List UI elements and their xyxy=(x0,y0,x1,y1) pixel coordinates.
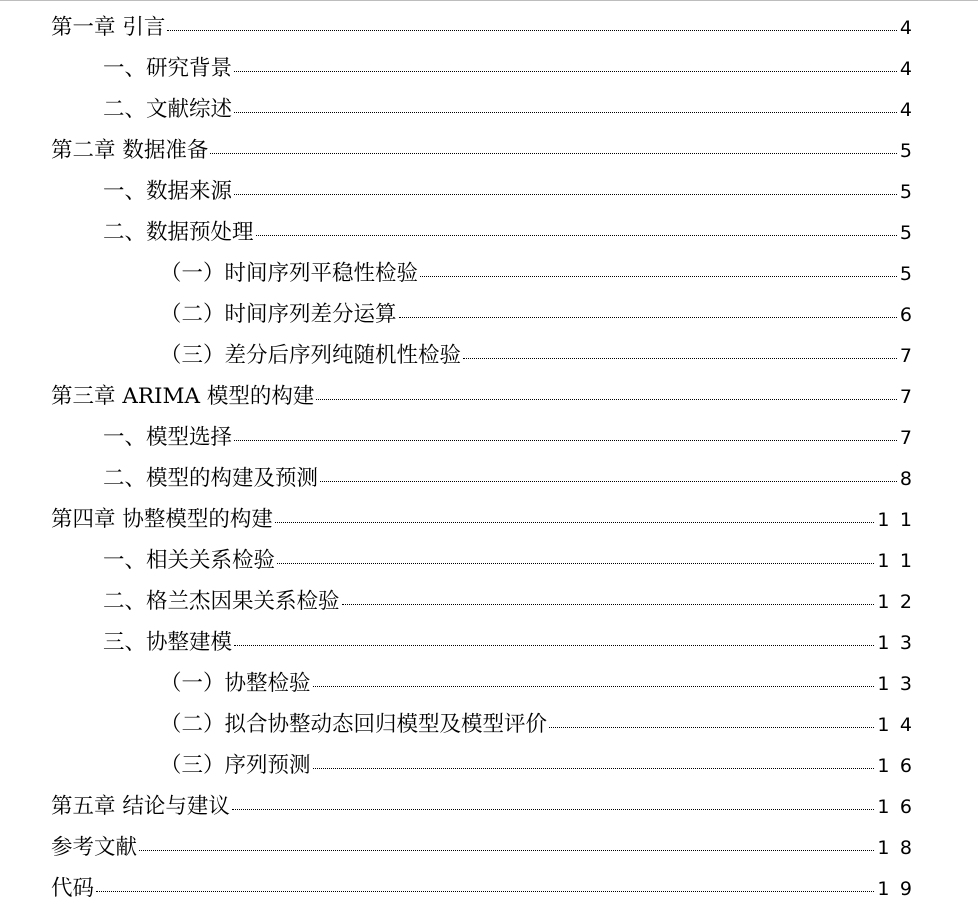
dot-leader xyxy=(549,727,874,728)
toc-entry-page: 7 xyxy=(899,386,923,408)
toc-entry-page: 5 xyxy=(899,222,923,244)
toc-entry-page: 18 xyxy=(877,837,923,859)
toc-entry-title: （二）时间序列差分运算 xyxy=(160,302,397,327)
dot-leader xyxy=(463,358,897,359)
toc-entry-page: 4 xyxy=(899,99,923,121)
toc-entry-title: 二、数据预处理 xyxy=(103,220,254,245)
toc-entry-subsection-2-2-2[interactable] xyxy=(0,294,978,335)
toc-entry-page: 11 xyxy=(877,550,923,572)
dot-leader xyxy=(234,71,897,72)
toc-entry-title: 第三章 ARIMA 模型的构建 xyxy=(51,384,315,409)
toc-entry-subsection-2-2-3[interactable] xyxy=(0,335,978,376)
toc-entry-title: （三）序列预测 xyxy=(160,753,311,778)
toc-entry-section-2-1[interactable] xyxy=(0,171,978,212)
dot-leader xyxy=(96,891,874,892)
toc-entry-section-1-2[interactable] xyxy=(0,89,978,130)
toc-entry-page: 13 xyxy=(877,673,923,695)
toc-entry-title: 一、研究背景 xyxy=(103,56,233,81)
toc-entry-section-4-2[interactable] xyxy=(0,581,978,622)
toc-entry-references[interactable] xyxy=(0,827,978,868)
toc-entry-code[interactable] xyxy=(0,868,978,909)
toc-entry-page: 5 xyxy=(899,181,923,203)
dot-leader xyxy=(256,235,897,236)
toc-entry-title: 一、数据来源 xyxy=(103,179,233,204)
dot-leader xyxy=(139,850,874,851)
toc-entry-title: 第二章 数据准备 xyxy=(51,138,209,163)
dot-leader xyxy=(234,645,874,646)
dot-leader xyxy=(277,563,874,564)
toc-entry-page: 19 xyxy=(877,878,923,900)
table-of-contents xyxy=(0,7,978,909)
dot-leader xyxy=(275,522,875,523)
toc-entry-section-2-2[interactable] xyxy=(0,212,978,253)
toc-entry-title: 二、格兰杰因果关系检验 xyxy=(103,589,340,614)
toc-entry-title: 二、文献综述 xyxy=(103,97,233,122)
toc-entry-chapter-5[interactable] xyxy=(0,786,978,827)
toc-entry-page: 8 xyxy=(899,468,923,490)
toc-entry-chapter-1[interactable] xyxy=(0,7,978,48)
toc-entry-page: 6 xyxy=(899,304,923,326)
dot-leader xyxy=(232,809,875,810)
toc-entry-subsection-4-3-2[interactable] xyxy=(0,704,978,745)
toc-entry-page: 11 xyxy=(877,509,923,531)
toc-entry-chapter-4[interactable] xyxy=(0,499,978,540)
toc-entry-title: 第五章 结论与建议 xyxy=(51,794,230,819)
toc-entry-subsection-4-3-3[interactable] xyxy=(0,745,978,786)
dot-leader xyxy=(234,194,897,195)
toc-entry-subsection-2-2-1[interactable] xyxy=(0,253,978,294)
toc-entry-title: 第四章 协整模型的构建 xyxy=(51,507,273,532)
dot-leader xyxy=(234,112,897,113)
dot-leader xyxy=(342,604,875,605)
toc-entry-page: 16 xyxy=(877,796,923,818)
toc-entry-title: （一）协整检验 xyxy=(160,671,311,696)
toc-entry-section-3-2[interactable] xyxy=(0,458,978,499)
toc-entry-title: 参考文献 xyxy=(51,835,138,860)
dot-leader xyxy=(320,481,897,482)
toc-entry-title: （一）时间序列平稳性检验 xyxy=(160,261,419,286)
dot-leader xyxy=(167,30,897,31)
dot-leader xyxy=(313,768,875,769)
toc-entry-title: （三）差分后序列纯随机性检验 xyxy=(160,343,462,368)
toc-entry-chapter-3[interactable] xyxy=(0,376,978,417)
dot-leader xyxy=(399,317,897,318)
toc-entry-page: 4 xyxy=(899,17,923,39)
toc-entry-section-4-3[interactable] xyxy=(0,622,978,663)
toc-entry-page: 5 xyxy=(899,263,923,285)
toc-entry-title: 第一章 引言 xyxy=(51,15,166,40)
toc-entry-section-4-1[interactable] xyxy=(0,540,978,581)
toc-entry-title: 三、协整建模 xyxy=(103,630,233,655)
dot-leader xyxy=(313,686,875,687)
toc-entry-subsection-4-3-1[interactable] xyxy=(0,663,978,704)
toc-entry-page: 16 xyxy=(877,755,923,777)
dot-leader xyxy=(316,399,896,400)
toc-entry-page: 7 xyxy=(899,345,923,367)
dot-leader xyxy=(420,276,897,277)
top-border xyxy=(0,0,978,1)
toc-entry-title: 代码 xyxy=(51,876,95,901)
toc-entry-page: 7 xyxy=(899,427,923,449)
toc-entry-page: 5 xyxy=(899,140,923,162)
toc-entry-section-1-1[interactable] xyxy=(0,48,978,89)
toc-entry-chapter-2[interactable] xyxy=(0,130,978,171)
toc-entry-page: 4 xyxy=(899,58,923,80)
toc-entry-page: 13 xyxy=(877,632,923,654)
toc-entry-title: 一、相关关系检验 xyxy=(103,548,276,573)
toc-entry-title: 一、模型选择 xyxy=(103,425,233,450)
dot-leader xyxy=(210,153,897,154)
toc-entry-title: 二、模型的构建及预测 xyxy=(103,466,319,491)
toc-entry-title: （二）拟合协整动态回归模型及模型评价 xyxy=(160,712,548,737)
toc-entry-page: 14 xyxy=(877,714,923,736)
toc-entry-section-3-1[interactable] xyxy=(0,417,978,458)
toc-entry-page: 12 xyxy=(877,591,923,613)
dot-leader xyxy=(234,440,897,441)
